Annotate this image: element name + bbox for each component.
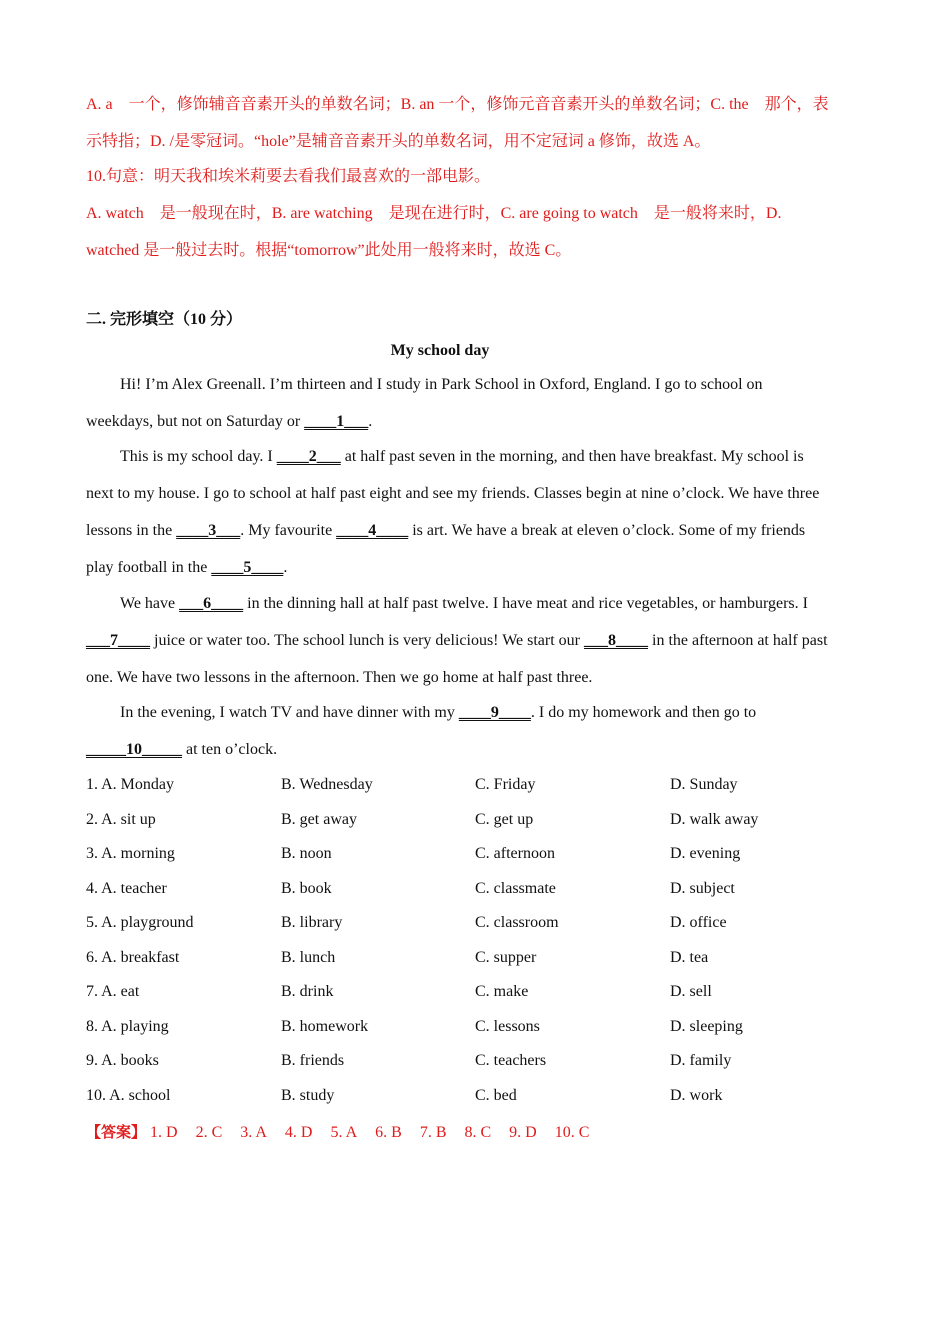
passage-text: . [368, 413, 373, 430]
option-a: 8. A. playing [86, 1018, 169, 1035]
option-row-1 [86, 776, 886, 798]
option-row-8 [86, 1018, 886, 1040]
passage-line: Hi! I’m Alex Greenall. I’m thirteen and I study in Park School in Oxford, England. I go to school on [120, 376, 763, 393]
option-c: C. teachers [475, 1052, 547, 1069]
option-a: 10. A. school [86, 1087, 171, 1104]
passage-text: at ten o’clock. [182, 741, 278, 758]
answer-item: 3. A [240, 1124, 267, 1141]
passage-line [120, 704, 756, 722]
option-c: C. classroom [475, 914, 559, 931]
option-b: B. friends [281, 1052, 345, 1069]
option-a: 2. A. sit up [86, 811, 156, 828]
option-a: 3. A. morning [86, 845, 175, 862]
answer-item: 4. D [284, 1124, 313, 1141]
passage-text: . I do my homework and then go to [530, 704, 757, 721]
answer-key [86, 1121, 603, 1142]
option-d: D. sleeping [670, 1018, 743, 1035]
explanation-line-5: watched 是一般过去时。根据“tomorrow”此处用一般将来时，故选 C。 [86, 242, 572, 259]
answer-item: 6. B [375, 1124, 402, 1141]
answer-item: 7. B [419, 1124, 447, 1141]
option-d: D. work [670, 1087, 723, 1104]
option-c: C. get up [475, 811, 534, 828]
option-c: C. make [475, 983, 529, 1000]
passage-text: at half past seven in the morning, and then have breakfast. My school is [340, 448, 804, 465]
option-c: C. Friday [475, 776, 536, 793]
option-a: 7. A. eat [86, 983, 140, 1000]
passage-line [86, 413, 372, 431]
explanation-line-4: A. watch 是一般现在时，B. are watching 是现在进行时，C. are going to watch 是一般将来时，D. [86, 205, 782, 222]
explanation-line-3: 10.句意：明天我和埃米莉要去看我们最喜欢的一部电影。 [86, 168, 491, 185]
passage-line [86, 632, 828, 650]
explanation-line-1: A. a 一个，修饰辅音音素开头的单数名词；B. an 一个，修饰元音音素开头的单数名词；C. the 那个，表 [86, 96, 829, 113]
option-a: 5. A. playground [86, 914, 194, 931]
option-b: B. Wednesday [281, 776, 373, 793]
blank-3: ____3___ [176, 522, 241, 539]
section-heading: 二. 完形填空（10 分） [86, 311, 243, 328]
option-d: D. office [670, 914, 727, 931]
blank-4: ____4____ [336, 522, 409, 539]
passage-text: play football in the [86, 559, 212, 576]
blank-5: ____5____ [211, 559, 284, 576]
option-row-9 [86, 1052, 886, 1074]
option-row-2 [86, 811, 886, 833]
blank-8: ___8____ [584, 632, 649, 649]
answer-item: 1. D [150, 1124, 178, 1141]
option-b: B. book [281, 880, 332, 897]
passage-text: weekdays, but not on Saturday or [86, 413, 305, 430]
passage-text: This is my school day. I [120, 448, 277, 465]
blank-6: ___6____ [179, 595, 244, 612]
option-row-3 [86, 845, 886, 867]
option-a: 9. A. books [86, 1052, 159, 1069]
blank-10: _____10_____ [86, 741, 182, 758]
option-d: D. tea [670, 949, 709, 966]
option-row-7 [86, 983, 886, 1005]
answer-item: 5. A [330, 1124, 358, 1141]
passage-line [86, 522, 805, 540]
passage-text: In the evening, I watch TV and have dinner with my [120, 704, 459, 721]
passage-text: We have [120, 595, 180, 612]
option-b: B. library [281, 914, 343, 931]
option-a: 6. A. breakfast [86, 949, 180, 966]
passage-text: juice or water too. The school lunch is very delicious! We start our [150, 632, 585, 649]
option-b: B. get away [281, 811, 357, 828]
option-row-10 [86, 1087, 886, 1109]
option-row-5 [86, 914, 886, 936]
passage-text: lessons in the [86, 522, 177, 539]
option-d: D. Sunday [670, 776, 738, 793]
option-c: C. bed [475, 1087, 517, 1104]
option-a: 4. A. teacher [86, 880, 167, 897]
option-c: C. classmate [475, 880, 556, 897]
option-c: C. afternoon [475, 845, 555, 862]
option-b: B. study [281, 1087, 335, 1104]
blank-9: ____9____ [458, 704, 531, 721]
option-c: C. lessons [475, 1018, 540, 1035]
option-d: D. family [670, 1052, 732, 1069]
blank-7: ___7____ [86, 632, 150, 649]
answer-item: 9. D [509, 1124, 537, 1141]
option-d: D. walk away [670, 811, 759, 828]
option-b: B. noon [281, 845, 332, 862]
option-a: 1. A. Monday [86, 776, 174, 793]
answer-item: 8. C [464, 1124, 492, 1141]
blank-2: ____2___ [276, 448, 341, 465]
passage-line [120, 448, 804, 466]
answer-label: 【答案】 [86, 1123, 147, 1141]
blank-1: ____1___ [304, 413, 369, 430]
answer-item: 2. C [195, 1124, 223, 1141]
passage-text: . My favourite [240, 522, 337, 539]
passage-title: My school day [390, 342, 490, 359]
option-row-4 [86, 880, 886, 902]
passage-line: one. We have two lessons in the afternoon. Then we go home at half past three. [86, 669, 593, 686]
option-b: B. lunch [281, 949, 336, 966]
explanation-line-2: 示特指；D. /是零冠词。“hole”是辅音音素开头的单数名词，用不定冠词 a 修饰，故选 A。 [86, 133, 711, 150]
option-d: D. sell [670, 983, 712, 1000]
option-row-6 [86, 949, 886, 971]
passage-line [120, 595, 808, 613]
passage-line [86, 559, 287, 577]
passage-line: next to my house. I go to school at half past eight and see my friends. Classes begin at nine o’clock. We have three [86, 485, 820, 502]
option-d: D. subject [670, 880, 735, 897]
option-b: B. homework [281, 1018, 369, 1035]
option-d: D. evening [670, 845, 741, 862]
option-b: B. drink [281, 983, 334, 1000]
passage-line [86, 741, 277, 759]
passage-text: is art. We have a break at eleven o’clock. Some of my friends [408, 522, 806, 539]
passage-text: . [283, 559, 288, 576]
passage-text: in the dinning hall at half past twelve. I have meat and rice vegetables, or hamburgers. I [243, 595, 808, 612]
option-c: C. supper [475, 949, 537, 966]
answer-item: 10. C [554, 1124, 590, 1141]
passage-text: in the afternoon at half past [648, 632, 828, 649]
